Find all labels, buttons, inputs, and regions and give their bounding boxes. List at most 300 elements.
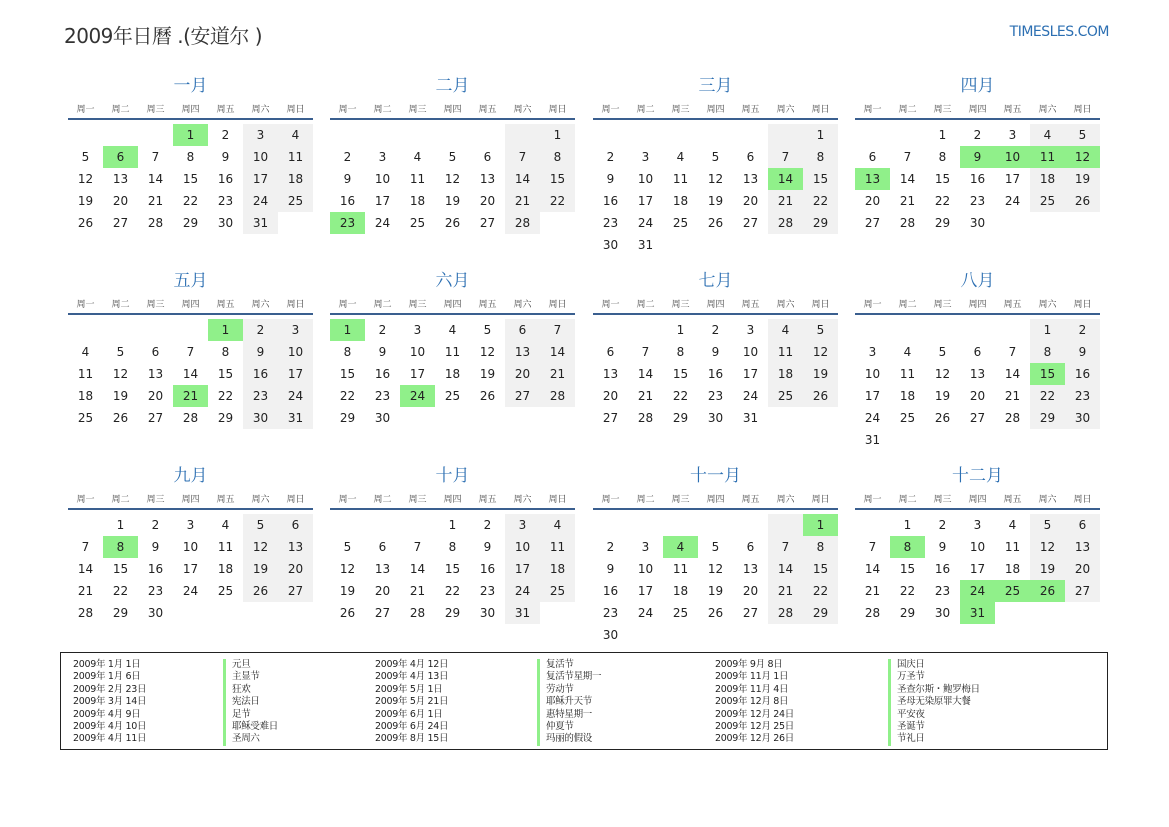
weekday-label: 周一 [338, 494, 357, 505]
week-row [593, 234, 838, 256]
day-cell: 3 [505, 514, 540, 536]
week-row [855, 385, 1100, 407]
day-cell: 1 [676, 323, 685, 337]
day-cell: 25 [540, 580, 575, 602]
week-row [855, 212, 1100, 234]
month-block [68, 269, 313, 429]
day-cell: 24 [505, 580, 540, 602]
day-cell: 10 [637, 562, 654, 576]
weekday-label: 周五 [741, 104, 760, 115]
day-cell: 7 [641, 345, 650, 359]
empty-cell [400, 514, 435, 536]
weekday-label: 周一 [601, 104, 620, 115]
day-cell: 17 [278, 363, 313, 385]
empty-cell [365, 124, 400, 146]
day-cell: 1 [903, 518, 912, 532]
day-cell: 10 [637, 172, 654, 186]
legend-date: 2009年 2月 23日 [73, 683, 147, 695]
day-cell: 22 [339, 389, 356, 403]
day-cell: 11 [217, 540, 234, 554]
day-cell: 21 [1004, 389, 1021, 403]
empty-cell [995, 319, 1030, 341]
day-cell: 8 [1030, 341, 1065, 363]
day-cell: 20 [505, 363, 540, 385]
week-row [855, 168, 1100, 190]
legend-date: 2009年 4月 10日 [73, 720, 147, 732]
empty-cell [1065, 602, 1100, 624]
day-cell: 25 [217, 584, 234, 598]
weekday-label: 周二 [373, 299, 392, 310]
week-row [593, 168, 838, 190]
week-row [855, 429, 1100, 451]
day-cell: 26 [444, 216, 461, 230]
day-cell: 30 [934, 606, 951, 620]
empty-cell [803, 407, 838, 429]
empty-cell [925, 429, 960, 451]
day-cell: 19 [803, 363, 838, 385]
day-cell: 16 [969, 172, 986, 186]
week-row [855, 190, 1100, 212]
day-cell: 19 [707, 194, 724, 208]
day-cell: 26 [1030, 580, 1065, 602]
weekday-label: 周二 [636, 494, 655, 505]
legend-holiday-name: 圣诞节 [888, 721, 980, 733]
weekday-label: 周二 [636, 299, 655, 310]
day-cell: 5 [711, 540, 720, 554]
weekday-label: 周三 [408, 494, 427, 505]
week-row [68, 407, 313, 429]
weekday-header [68, 293, 313, 315]
day-cell: 4 [81, 345, 90, 359]
day-cell: 14 [147, 172, 164, 186]
legend-names-col-3 [888, 659, 980, 746]
legend-date: 2009年 4月 9日 [73, 708, 141, 720]
empty-cell [278, 212, 313, 234]
day-cell: 22 [444, 584, 461, 598]
day-cell: 18 [217, 562, 234, 576]
day-cell: 6 [378, 540, 387, 554]
weekday-label: 周四 [443, 104, 462, 115]
day-cell: 22 [899, 584, 916, 598]
day-cell: 22 [803, 580, 838, 602]
weekday-label: 周日 [1073, 299, 1092, 310]
weekday-label: 周二 [111, 299, 130, 310]
legend-date: 2009年 12月 25日 [715, 720, 794, 732]
day-cell: 9 [606, 562, 615, 576]
legend-holiday-name: 圣查尔斯・鲍罗梅日 [888, 684, 980, 696]
legend-holiday-name: 劳动节 [537, 684, 601, 696]
day-cell: 28 [540, 385, 575, 407]
day-cell: 24 [960, 580, 995, 602]
day-cell: 4 [676, 150, 685, 164]
day-cell: 12 [1065, 146, 1100, 168]
empty-cell [628, 514, 663, 536]
day-cell: 3 [186, 518, 195, 532]
empty-cell [400, 124, 435, 146]
day-cell: 12 [243, 536, 278, 558]
day-cell: 19 [479, 367, 496, 381]
day-cell: 26 [934, 411, 951, 425]
day-cell: 7 [186, 345, 195, 359]
weekday-label: 周二 [373, 494, 392, 505]
day-cell: 31 [505, 602, 540, 624]
day-cell: 20 [742, 194, 759, 208]
day-cell: 7 [81, 540, 90, 554]
day-cell: 6 [151, 345, 160, 359]
day-cell: 9 [378, 345, 387, 359]
day-cell: 30 [602, 238, 619, 252]
week-row [593, 602, 838, 624]
day-cell: 21 [540, 363, 575, 385]
day-cell: 5 [1030, 514, 1065, 536]
month-block [593, 74, 838, 256]
day-cell: 11 [899, 367, 916, 381]
day-cell: 27 [864, 216, 881, 230]
week-row [593, 536, 838, 558]
day-cell: 1 [330, 319, 365, 341]
day-cell: 22 [803, 190, 838, 212]
day-cell: 18 [409, 194, 426, 208]
weekday-label: 周二 [111, 104, 130, 115]
day-cell: 31 [864, 433, 881, 447]
day-cell: 18 [77, 389, 94, 403]
empty-cell [173, 319, 208, 341]
month-name: 六月 [435, 271, 470, 291]
week-row [330, 514, 575, 536]
week-row [330, 168, 575, 190]
day-cell: 2 [343, 150, 352, 164]
day-cell: 8 [890, 536, 925, 558]
weekday-label: 周六 [251, 494, 270, 505]
day-cell: 22 [1030, 385, 1065, 407]
day-cell: 23 [217, 194, 234, 208]
day-cell: 12 [112, 367, 129, 381]
weekday-label: 周四 [443, 494, 462, 505]
week-row [593, 146, 838, 168]
weekday-label: 周二 [111, 494, 130, 505]
weekday-label: 周二 [898, 299, 917, 310]
day-cell: 9 [960, 146, 995, 168]
week-row [855, 580, 1100, 602]
day-cell: 15 [217, 367, 234, 381]
week-row [593, 385, 838, 407]
legend-holiday-name: 足节 [223, 709, 278, 721]
day-cell: 6 [606, 345, 615, 359]
day-cell: 17 [374, 194, 391, 208]
weekday-label: 周三 [933, 104, 952, 115]
legend-date: 2009年 11月 1日 [715, 671, 789, 683]
weekday-label: 周二 [636, 104, 655, 115]
empty-cell [733, 234, 768, 256]
weekday-label: 周六 [513, 104, 532, 115]
day-cell: 1 [803, 124, 838, 146]
day-cell: 6 [973, 345, 982, 359]
day-cell: 25 [995, 580, 1030, 602]
day-cell: 24 [864, 411, 881, 425]
day-cell: 28 [77, 606, 94, 620]
day-cell: 17 [409, 367, 426, 381]
day-cell: 23 [374, 389, 391, 403]
month-name: 五月 [173, 271, 208, 291]
weekday-label: 周四 [968, 299, 987, 310]
day-cell: 14 [768, 168, 803, 190]
empty-cell [1065, 429, 1100, 451]
day-cell: 4 [663, 536, 698, 558]
day-cell: 13 [602, 367, 619, 381]
empty-cell [890, 319, 925, 341]
day-cell: 30 [374, 411, 391, 425]
day-cell: 26 [112, 411, 129, 425]
day-cell: 11 [1004, 540, 1021, 554]
week-row [330, 341, 575, 363]
week-row [855, 319, 1100, 341]
day-cell: 14 [540, 341, 575, 363]
weekday-header [330, 98, 575, 120]
day-cell: 13 [278, 536, 313, 558]
day-cell: 3 [378, 150, 387, 164]
empty-cell [890, 429, 925, 451]
day-cell: 1 [173, 124, 208, 146]
month-name: 八月 [960, 271, 995, 291]
day-cell: 16 [147, 562, 164, 576]
month-name: 一月 [173, 76, 208, 96]
day-cell: 21 [147, 194, 164, 208]
weekday-label: 周三 [671, 299, 690, 310]
day-cell: 29 [899, 606, 916, 620]
legend-date: 2009年 1月 1日 [73, 659, 141, 670]
week-row [855, 146, 1100, 168]
legend-date: 2009年 4月 11日 [73, 733, 147, 745]
legend-date: 2009年 5月 1日 [375, 683, 443, 695]
day-cell: 16 [602, 584, 619, 598]
week-row [68, 146, 313, 168]
day-cell: 1 [803, 514, 838, 536]
month-name: 二月 [435, 76, 470, 96]
month-name: 十一月 [690, 466, 741, 486]
day-cell: 3 [641, 150, 650, 164]
day-cell: 13 [374, 562, 391, 576]
empty-cell [803, 624, 838, 646]
week-row [68, 558, 313, 580]
weekday-label: 周一 [863, 494, 882, 505]
weekday-label: 周四 [706, 299, 725, 310]
day-cell: 4 [1030, 124, 1065, 146]
day-cell: 5 [243, 514, 278, 536]
day-cell: 5 [483, 323, 492, 337]
weekday-label: 周五 [478, 104, 497, 115]
legend-holiday-name: 耶稣受难日 [223, 721, 278, 733]
day-cell: 18 [672, 194, 689, 208]
empty-cell [768, 234, 803, 256]
empty-cell [505, 407, 540, 429]
day-cell: 13 [112, 172, 129, 186]
day-cell: 11 [278, 146, 313, 168]
day-cell: 7 [151, 150, 160, 164]
month-block [330, 74, 575, 234]
weekday-label: 周日 [548, 104, 567, 115]
day-cell: 17 [969, 562, 986, 576]
day-cell: 15 [1030, 363, 1065, 385]
weekday-label: 周日 [811, 494, 830, 505]
empty-cell [768, 124, 803, 146]
weekday-label: 周四 [181, 494, 200, 505]
day-cell: 9 [483, 540, 492, 554]
day-cell: 27 [112, 216, 129, 230]
weekday-label: 周四 [706, 104, 725, 115]
day-cell: 22 [112, 584, 129, 598]
empty-cell [995, 602, 1030, 624]
day-cell: 27 [602, 411, 619, 425]
day-cell: 2 [973, 128, 982, 142]
legend-holiday-name: 复活节星期一 [537, 671, 601, 683]
month-block [68, 464, 313, 624]
weekday-label: 周四 [968, 494, 987, 505]
weekday-label: 周一 [601, 494, 620, 505]
legend-holiday-name: 宪法日 [223, 696, 278, 708]
day-cell: 23 [479, 584, 496, 598]
day-cell: 31 [637, 238, 654, 252]
day-cell: 26 [707, 606, 724, 620]
empty-cell [1065, 212, 1100, 234]
day-cell: 25 [768, 385, 803, 407]
day-cell: 7 [1008, 345, 1017, 359]
empty-cell [505, 124, 540, 146]
day-cell: 27 [278, 580, 313, 602]
day-cell: 21 [505, 190, 540, 212]
day-cell: 22 [217, 389, 234, 403]
month-name: 九月 [173, 466, 208, 486]
weekday-label: 周五 [1003, 104, 1022, 115]
empty-cell [733, 514, 768, 536]
day-cell: 29 [672, 411, 689, 425]
empty-cell [995, 429, 1030, 451]
empty-cell [628, 319, 663, 341]
day-cell: 21 [409, 584, 426, 598]
day-cell: 17 [742, 367, 759, 381]
month-block [330, 269, 575, 429]
day-cell: 8 [221, 345, 230, 359]
week-row [855, 536, 1100, 558]
day-cell: 3 [641, 540, 650, 554]
day-cell: 30 [217, 216, 234, 230]
day-cell: 4 [278, 124, 313, 146]
page-title: 2009年日曆 .(安道尔 ) [64, 24, 263, 48]
week-row [68, 212, 313, 234]
day-cell: 11 [540, 536, 575, 558]
day-cell: 7 [868, 540, 877, 554]
week-row [855, 407, 1100, 429]
day-cell: 15 [182, 172, 199, 186]
week-row [330, 558, 575, 580]
day-cell: 17 [1004, 172, 1021, 186]
weekday-label: 周五 [741, 299, 760, 310]
empty-cell [68, 124, 103, 146]
empty-cell [855, 124, 890, 146]
weekday-label: 周五 [478, 299, 497, 310]
day-cell: 28 [182, 411, 199, 425]
week-row [68, 341, 313, 363]
weekday-label: 周日 [1073, 494, 1092, 505]
day-cell: 22 [934, 194, 951, 208]
day-cell: 7 [540, 319, 575, 341]
empty-cell [138, 124, 173, 146]
day-cell: 28 [768, 602, 803, 624]
month-name: 十二月 [952, 466, 1003, 486]
legend-date: 2009年 9月 8日 [715, 659, 783, 670]
legend-date: 2009年 12月 24日 [715, 708, 794, 720]
day-cell: 15 [672, 367, 689, 381]
legend-holiday-name: 仲夏节 [537, 721, 601, 733]
empty-cell [663, 514, 698, 536]
legend-date: 2009年 6月 24日 [375, 720, 449, 732]
day-cell: 24 [243, 190, 278, 212]
week-row [68, 385, 313, 407]
empty-cell [768, 407, 803, 429]
weekday-label: 周一 [76, 494, 95, 505]
legend-names-col-2 [537, 659, 601, 746]
day-cell: 20 [742, 584, 759, 598]
day-cell: 19 [444, 194, 461, 208]
month-name: 四月 [960, 76, 995, 96]
day-cell: 23 [707, 389, 724, 403]
legend-holiday-name: 圣周六 [223, 733, 278, 745]
day-cell: 7 [413, 540, 422, 554]
day-cell: 6 [746, 540, 755, 554]
legend-holiday-name: 节礼日 [888, 733, 980, 745]
week-row [330, 385, 575, 407]
weekday-label: 周日 [811, 299, 830, 310]
day-cell: 13 [855, 168, 890, 190]
day-cell: 10 [742, 345, 759, 359]
day-cell: 30 [602, 628, 619, 642]
legend-dates-col-2 [375, 659, 448, 746]
month-block [593, 464, 838, 646]
day-cell: 26 [1065, 190, 1100, 212]
weekday-label: 周六 [1038, 494, 1057, 505]
week-row [855, 341, 1100, 363]
day-cell: 27 [479, 216, 496, 230]
day-cell: 18 [278, 168, 313, 190]
week-row [330, 212, 575, 234]
day-cell: 25 [672, 216, 689, 230]
day-cell: 29 [934, 216, 951, 230]
legend-date: 2009年 8月 15日 [375, 733, 449, 745]
weekday-label: 周一 [76, 299, 95, 310]
day-cell: 3 [868, 345, 877, 359]
empty-cell [540, 212, 575, 234]
empty-cell [803, 234, 838, 256]
day-cell: 9 [151, 540, 160, 554]
weekday-label: 周四 [443, 299, 462, 310]
day-cell: 4 [448, 323, 457, 337]
weekday-label: 周日 [286, 494, 305, 505]
empty-cell [103, 319, 138, 341]
day-cell: 13 [479, 172, 496, 186]
day-cell: 31 [960, 602, 995, 624]
day-cell: 30 [707, 411, 724, 425]
empty-cell [890, 124, 925, 146]
day-cell: 17 [637, 584, 654, 598]
day-cell: 16 [339, 194, 356, 208]
empty-cell [663, 624, 698, 646]
empty-cell [628, 124, 663, 146]
empty-cell [698, 624, 733, 646]
day-cell: 6 [505, 319, 540, 341]
week-row [68, 124, 313, 146]
legend-date: 2009年 6月 1日 [375, 708, 443, 720]
month-name: 七月 [698, 271, 733, 291]
weekday-header [593, 98, 838, 120]
